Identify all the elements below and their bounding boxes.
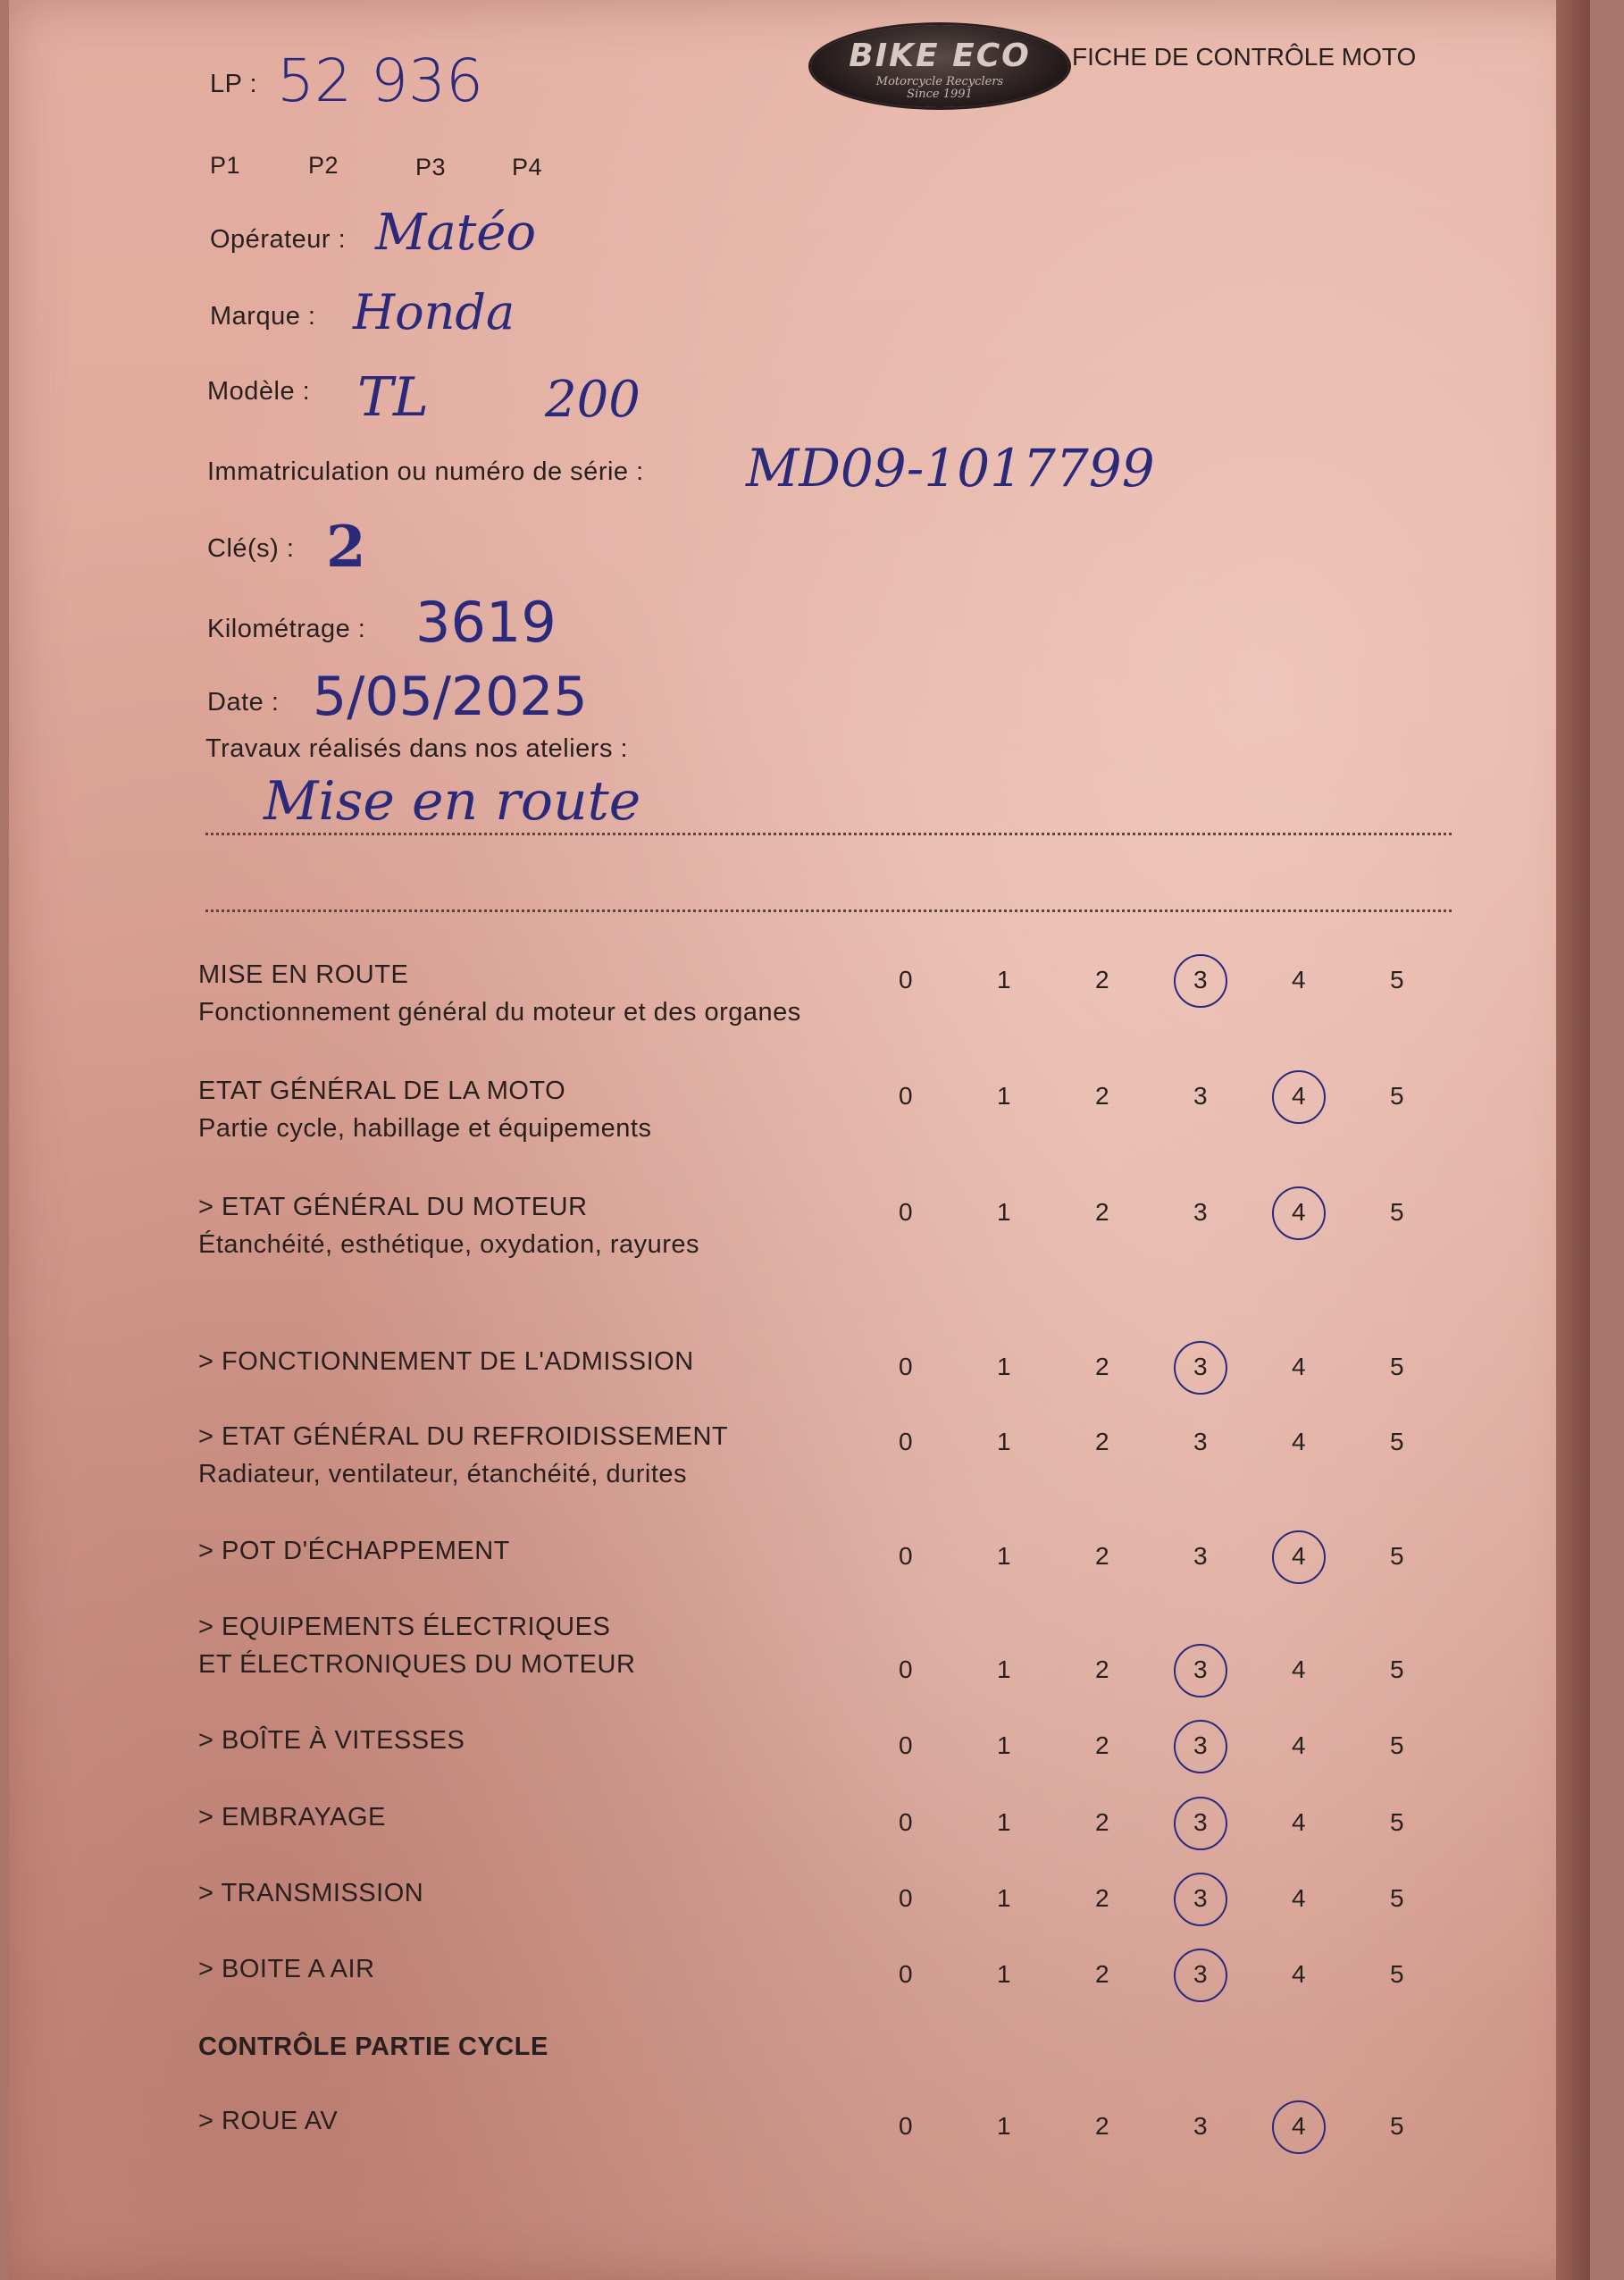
score-option-5[interactable]: 5 [1390,1082,1404,1110]
modele-value-1: TL [357,366,429,429]
immat-label: Immatriculation ou numéro de série : [207,457,644,486]
score-option-1[interactable]: 1 [997,1960,1011,1988]
score-option-0[interactable]: 0 [899,1808,913,1836]
score-option-1[interactable]: 1 [997,966,1011,993]
score-option-4[interactable]: 4 [1292,1884,1306,1912]
score-option-5[interactable]: 5 [1390,2112,1404,2140]
selected-score-circle [1174,1644,1227,1697]
travaux-label: Travaux réalisés dans nos ateliers : [205,734,629,763]
score-option-0[interactable]: 0 [899,1731,913,1759]
score-option-1[interactable]: 1 [997,1808,1011,1836]
score-option-2[interactable]: 2 [1095,1656,1109,1683]
score-option-4[interactable]: 4 [1292,1960,1306,1988]
score-option-1[interactable]: 1 [997,1082,1011,1110]
score-option-2[interactable]: 2 [1095,1198,1109,1226]
date-value: 5/05/2025 [313,666,588,728]
score-option-1[interactable]: 1 [997,1428,1011,1455]
operateur-label: Opérateur : [210,225,347,254]
row-subtitle: Fonctionnement général du moteur et des organes [198,998,801,1027]
marque-value: Honda [353,284,515,340]
row-title: > ETAT GÉNÉRAL DU MOTEUR [198,1193,588,1221]
score-option-1[interactable]: 1 [997,1542,1011,1570]
score-option-2[interactable]: 2 [1095,1353,1109,1380]
score-option-0[interactable]: 0 [899,1884,913,1912]
score-option-2[interactable]: 2 [1095,1884,1109,1912]
score-option-2[interactable]: 2 [1095,1808,1109,1836]
score-option-1[interactable]: 1 [997,1731,1011,1759]
score-option-4[interactable]: 4 [1292,1731,1306,1759]
score-option-3[interactable]: 3 [1193,1428,1208,1455]
score-option-2[interactable]: 2 [1095,1082,1109,1110]
score-option-1[interactable]: 1 [997,2112,1011,2140]
score-option-5[interactable]: 5 [1390,1656,1404,1683]
row-subtitle: Partie cycle, habillage et équipements [198,1114,652,1143]
modele-label: Modèle : [207,377,311,406]
score-option-4[interactable]: 4 [1292,1353,1306,1380]
p1-label: P1 [210,152,241,179]
score-option-4[interactable]: 4 [1292,1082,1306,1110]
travaux-value: Mise en route [264,770,641,833]
row-title: > FONCTIONNEMENT DE L'ADMISSION [198,1347,694,1376]
score-option-5[interactable]: 5 [1390,1808,1404,1836]
selected-score-circle [1174,954,1227,1008]
score-option-4[interactable]: 4 [1292,2112,1306,2140]
selected-score-circle [1272,2100,1326,2154]
score-option-5[interactable]: 5 [1390,1542,1404,1570]
score-option-4[interactable]: 4 [1292,1198,1306,1226]
score-option-3[interactable]: 3 [1193,1731,1208,1759]
score-option-3[interactable]: 3 [1193,1656,1208,1683]
score-option-2[interactable]: 2 [1095,1960,1109,1988]
score-option-1[interactable]: 1 [997,1656,1011,1683]
km-value: 3619 [415,590,557,655]
score-option-1[interactable]: 1 [997,1353,1011,1380]
score-option-0[interactable]: 0 [899,1353,913,1380]
row-subtitle: Étanchéité, esthétique, oxydation, rayures [198,1230,700,1259]
score-option-2[interactable]: 2 [1095,1731,1109,1759]
score-option-3[interactable]: 3 [1193,1082,1208,1110]
row-title: > BOITE A AIR [198,1955,375,1983]
selected-score-circle [1272,1186,1326,1240]
modele-value-2: 200 [545,371,640,429]
inspection-sheet [9,0,1590,2280]
score-option-4[interactable]: 4 [1292,1808,1306,1836]
score-option-4[interactable]: 4 [1292,966,1306,993]
lp-label: LP : [210,70,258,98]
row-title: > EQUIPEMENTS ÉLECTRIQUES [198,1613,611,1641]
selected-score-circle [1174,1720,1227,1773]
score-option-5[interactable]: 5 [1390,1960,1404,1988]
selected-score-circle [1174,1341,1227,1395]
score-option-0[interactable]: 0 [899,1082,913,1110]
p4-label: P4 [512,154,543,180]
lp-value: 52 936 [277,46,483,115]
score-option-3[interactable]: 3 [1193,1353,1208,1380]
score-option-4[interactable]: 4 [1292,1542,1306,1570]
score-option-0[interactable]: 0 [899,1198,913,1226]
score-option-0[interactable]: 0 [899,2112,913,2140]
score-option-0[interactable]: 0 [899,1428,913,1455]
bike-eco-logo [811,25,1068,107]
row-title: MISE EN ROUTE [198,960,409,989]
date-label: Date : [207,688,280,717]
row-title: > TRANSMISSION [198,1879,424,1907]
score-option-5[interactable]: 5 [1390,966,1404,993]
page-edge [1556,0,1590,2280]
selected-score-circle [1174,1949,1227,2002]
score-option-3[interactable]: 3 [1193,1198,1208,1226]
score-option-5[interactable]: 5 [1390,1353,1404,1380]
travaux-line-1 [205,833,1452,835]
score-option-4[interactable]: 4 [1292,1428,1306,1455]
marque-label: Marque : [210,302,316,331]
score-option-3[interactable]: 3 [1193,966,1208,993]
score-option-1[interactable]: 1 [997,1884,1011,1912]
score-option-0[interactable]: 0 [899,1960,913,1988]
row-title: CONTRÔLE PARTIE CYCLE [198,2033,548,2061]
score-option-5[interactable]: 5 [1390,1428,1404,1455]
score-option-5[interactable]: 5 [1390,1884,1404,1912]
score-option-1[interactable]: 1 [997,1198,1011,1226]
score-option-0[interactable]: 0 [899,1542,913,1570]
score-option-2[interactable]: 2 [1095,1542,1109,1570]
operateur-value: Matéo [375,204,537,262]
row-title: > ROUE AV [198,2107,339,2135]
row-subtitle: ET ÉLECTRONIQUES DU MOTEUR [198,1650,636,1679]
score-option-3[interactable]: 3 [1193,1542,1208,1570]
p2-label: P2 [308,152,339,179]
selected-score-circle [1272,1070,1326,1124]
score-option-0[interactable]: 0 [899,1656,913,1683]
logo-brand: BIKE ECO [849,38,1031,74]
row-title: ETAT GÉNÉRAL DE LA MOTO [198,1077,566,1105]
selected-score-circle [1174,1797,1227,1850]
cles-value: 2 [326,514,366,581]
cles-label: Clé(s) : [207,534,295,563]
selected-score-circle [1272,1530,1326,1584]
row-title: > ETAT GÉNÉRAL DU REFROIDISSEMENT [198,1422,729,1451]
score-option-3[interactable]: 3 [1193,1960,1208,1988]
score-option-4[interactable]: 4 [1292,1656,1306,1683]
row-title: > POT D'ÉCHAPPEMENT [198,1537,510,1565]
score-option-3[interactable]: 3 [1193,1884,1208,1912]
score-option-2[interactable]: 2 [1095,1428,1109,1455]
score-option-5[interactable]: 5 [1390,1198,1404,1226]
row-subtitle: Radiateur, ventilateur, étanchéité, durites [198,1460,688,1488]
logo-subtitle: Motorcycle Recyclers [875,75,1004,88]
score-option-3[interactable]: 3 [1193,2112,1208,2140]
p3-label: P3 [415,154,447,180]
form-title: FICHE DE CONTRÔLE MOTO [1072,43,1417,71]
score-option-3[interactable]: 3 [1193,1808,1208,1836]
row-title: > BOÎTE À VITESSES [198,1726,465,1755]
score-option-2[interactable]: 2 [1095,2112,1109,2140]
travaux-line-2 [205,909,1452,912]
km-label: Kilométrage : [207,615,366,643]
logo-since: Since 1991 [907,88,973,101]
score-option-5[interactable]: 5 [1390,1731,1404,1759]
row-title: > EMBRAYAGE [198,1803,386,1832]
score-option-2[interactable]: 2 [1095,966,1109,993]
score-option-0[interactable]: 0 [899,966,913,993]
immat-value: MD09-1017799 [746,438,1155,499]
selected-score-circle [1174,1873,1227,1926]
